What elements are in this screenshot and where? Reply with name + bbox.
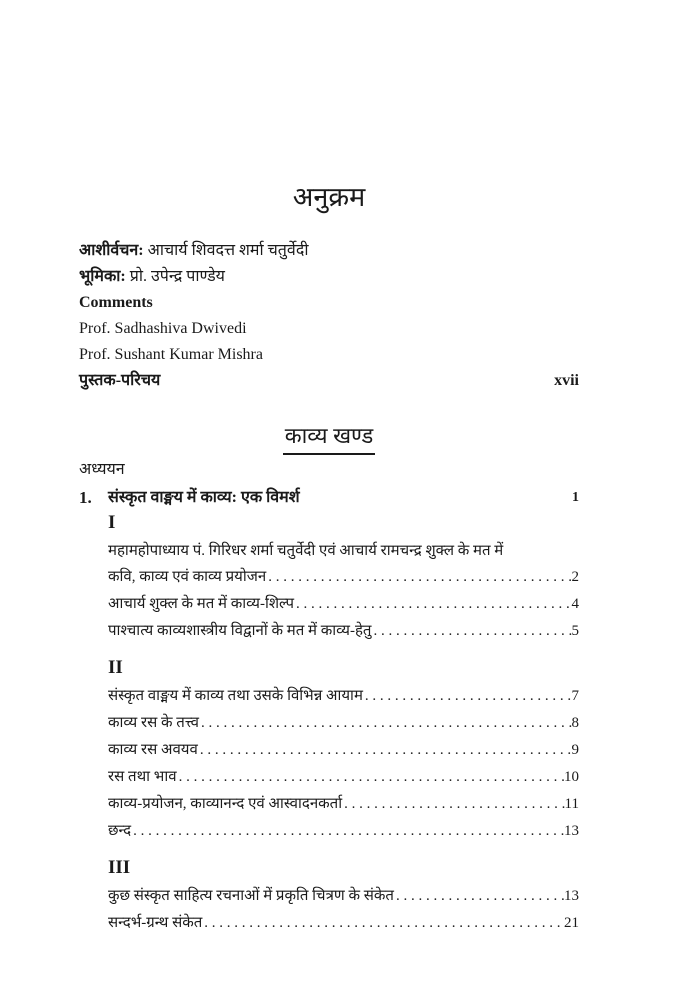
- toc-entry-label: रस तथा भाव: [108, 769, 177, 785]
- toc-entry-label: कुछ संस्कृत साहित्य रचनाओं में प्रकृति चित्रण के संकेत: [108, 888, 394, 904]
- toc-entry[interactable]: [108, 764, 579, 790]
- toc-entry-label: कवि, काव्य एवं काव्य प्रयोजन: [108, 569, 267, 585]
- part-heading-iii: III: [108, 857, 131, 878]
- page-number: 7: [571, 688, 579, 704]
- front-matter-item-comments[interactable]: [79, 290, 579, 316]
- chapter-number: 1.: [79, 488, 92, 507]
- front-matter-label: आशीर्वचन:: [79, 242, 144, 259]
- front-matter-item-book-intro[interactable]: [79, 368, 579, 394]
- leader-dots: [202, 910, 564, 936]
- page-number: xvii: [554, 372, 579, 389]
- front-matter-author: प्रो. उपेन्द्र पाण्डेय: [125, 268, 225, 285]
- part-heading-ii: II: [108, 657, 123, 678]
- page-number: 4: [571, 596, 579, 612]
- chapter-title: संस्कृत वाङ्मय में काव्य: एक विमर्श: [108, 489, 300, 506]
- front-matter-author: आचार्य शिवदत्त शर्मा चतुर्वेदी: [143, 242, 309, 259]
- leader-dots: [266, 564, 571, 590]
- toc-entry[interactable]: [108, 710, 579, 736]
- comment-author: Prof. Sadhashiva Dwivedi: [79, 320, 247, 337]
- front-matter-item-preface[interactable]: [79, 264, 579, 290]
- front-matter-label: पुस्तक-परिचय: [79, 372, 161, 389]
- page-number: 8: [571, 715, 579, 731]
- section-title: काव्य खण्ड: [79, 421, 579, 455]
- part-heading-i: I: [108, 512, 116, 533]
- toc-entry-label: काव्य-प्रयोजन, काव्यानन्द एवं आस्वादनकर्ता: [108, 796, 343, 812]
- front-matter-label: Comments: [79, 294, 153, 311]
- page-number: 5: [571, 623, 579, 639]
- front-matter-list: [79, 238, 579, 394]
- leader-dots: [363, 683, 572, 709]
- front-matter-item-comment-author[interactable]: [79, 342, 579, 368]
- leader-dots: [199, 710, 572, 736]
- toc-entry[interactable]: [108, 564, 579, 590]
- leader-dots: [371, 618, 571, 644]
- toc-entry[interactable]: [108, 818, 579, 844]
- toc-entry-label: काव्य रस अवयव: [108, 742, 198, 758]
- page-number: 13: [564, 823, 579, 839]
- front-matter-item-comment-author[interactable]: [79, 316, 579, 342]
- toc-entry-label: संस्कृत वाङ्मय में काव्य तथा उसके विभिन्न आयाम: [108, 688, 363, 704]
- toc-entry[interactable]: [108, 737, 579, 763]
- leader-dots: [294, 591, 571, 617]
- toc-entry[interactable]: [108, 683, 579, 709]
- toc-entry[interactable]: [108, 591, 579, 617]
- page-number: 10: [564, 769, 579, 785]
- leader-dots: [131, 818, 564, 844]
- page-title: अनुक्रम: [292, 182, 366, 212]
- comment-author: Prof. Sushant Kumar Mishra: [79, 346, 263, 363]
- front-matter-item-blessing[interactable]: [79, 238, 579, 264]
- page-number: 9: [571, 742, 579, 758]
- toc-entry[interactable]: [108, 791, 579, 817]
- toc-entry[interactable]: [108, 883, 579, 909]
- page-number: 11: [564, 796, 579, 812]
- toc-entry-label: सन्दर्भ-ग्रन्थ संकेत: [108, 915, 203, 931]
- toc-entry-label: काव्य रस के तत्त्व: [108, 715, 199, 731]
- toc-entry-label: छन्द: [108, 823, 132, 839]
- leader-dots: [198, 737, 572, 763]
- page-number: 2: [571, 569, 579, 585]
- toc-entry-label: आचार्य शुक्ल के मत में काव्य-शिल्प: [108, 596, 295, 612]
- chapter-entry[interactable]: [79, 486, 579, 510]
- toc-entry[interactable]: [108, 618, 579, 644]
- page-number: 13: [564, 888, 579, 904]
- leader-dots: [177, 764, 564, 790]
- page-number: 1: [572, 490, 579, 505]
- toc-entry-label: पाश्चात्य काव्यशास्त्रीय विद्वानों के मत में काव्य-हेतु: [108, 623, 372, 639]
- study-label: अध्ययन: [79, 461, 125, 478]
- toc-entry[interactable]: [108, 910, 579, 936]
- leader-dots: [342, 791, 564, 817]
- leader-dots: [394, 883, 564, 909]
- toc-entry-line[interactable]: महामहोपाध्याय पं. गिरिधर शर्मा चतुर्वेदी एवं आचार्य रामचन्द्र शुक्ल के मत में: [108, 543, 504, 559]
- page-number: 21: [564, 915, 579, 931]
- front-matter-label: भूमिका:: [79, 268, 126, 285]
